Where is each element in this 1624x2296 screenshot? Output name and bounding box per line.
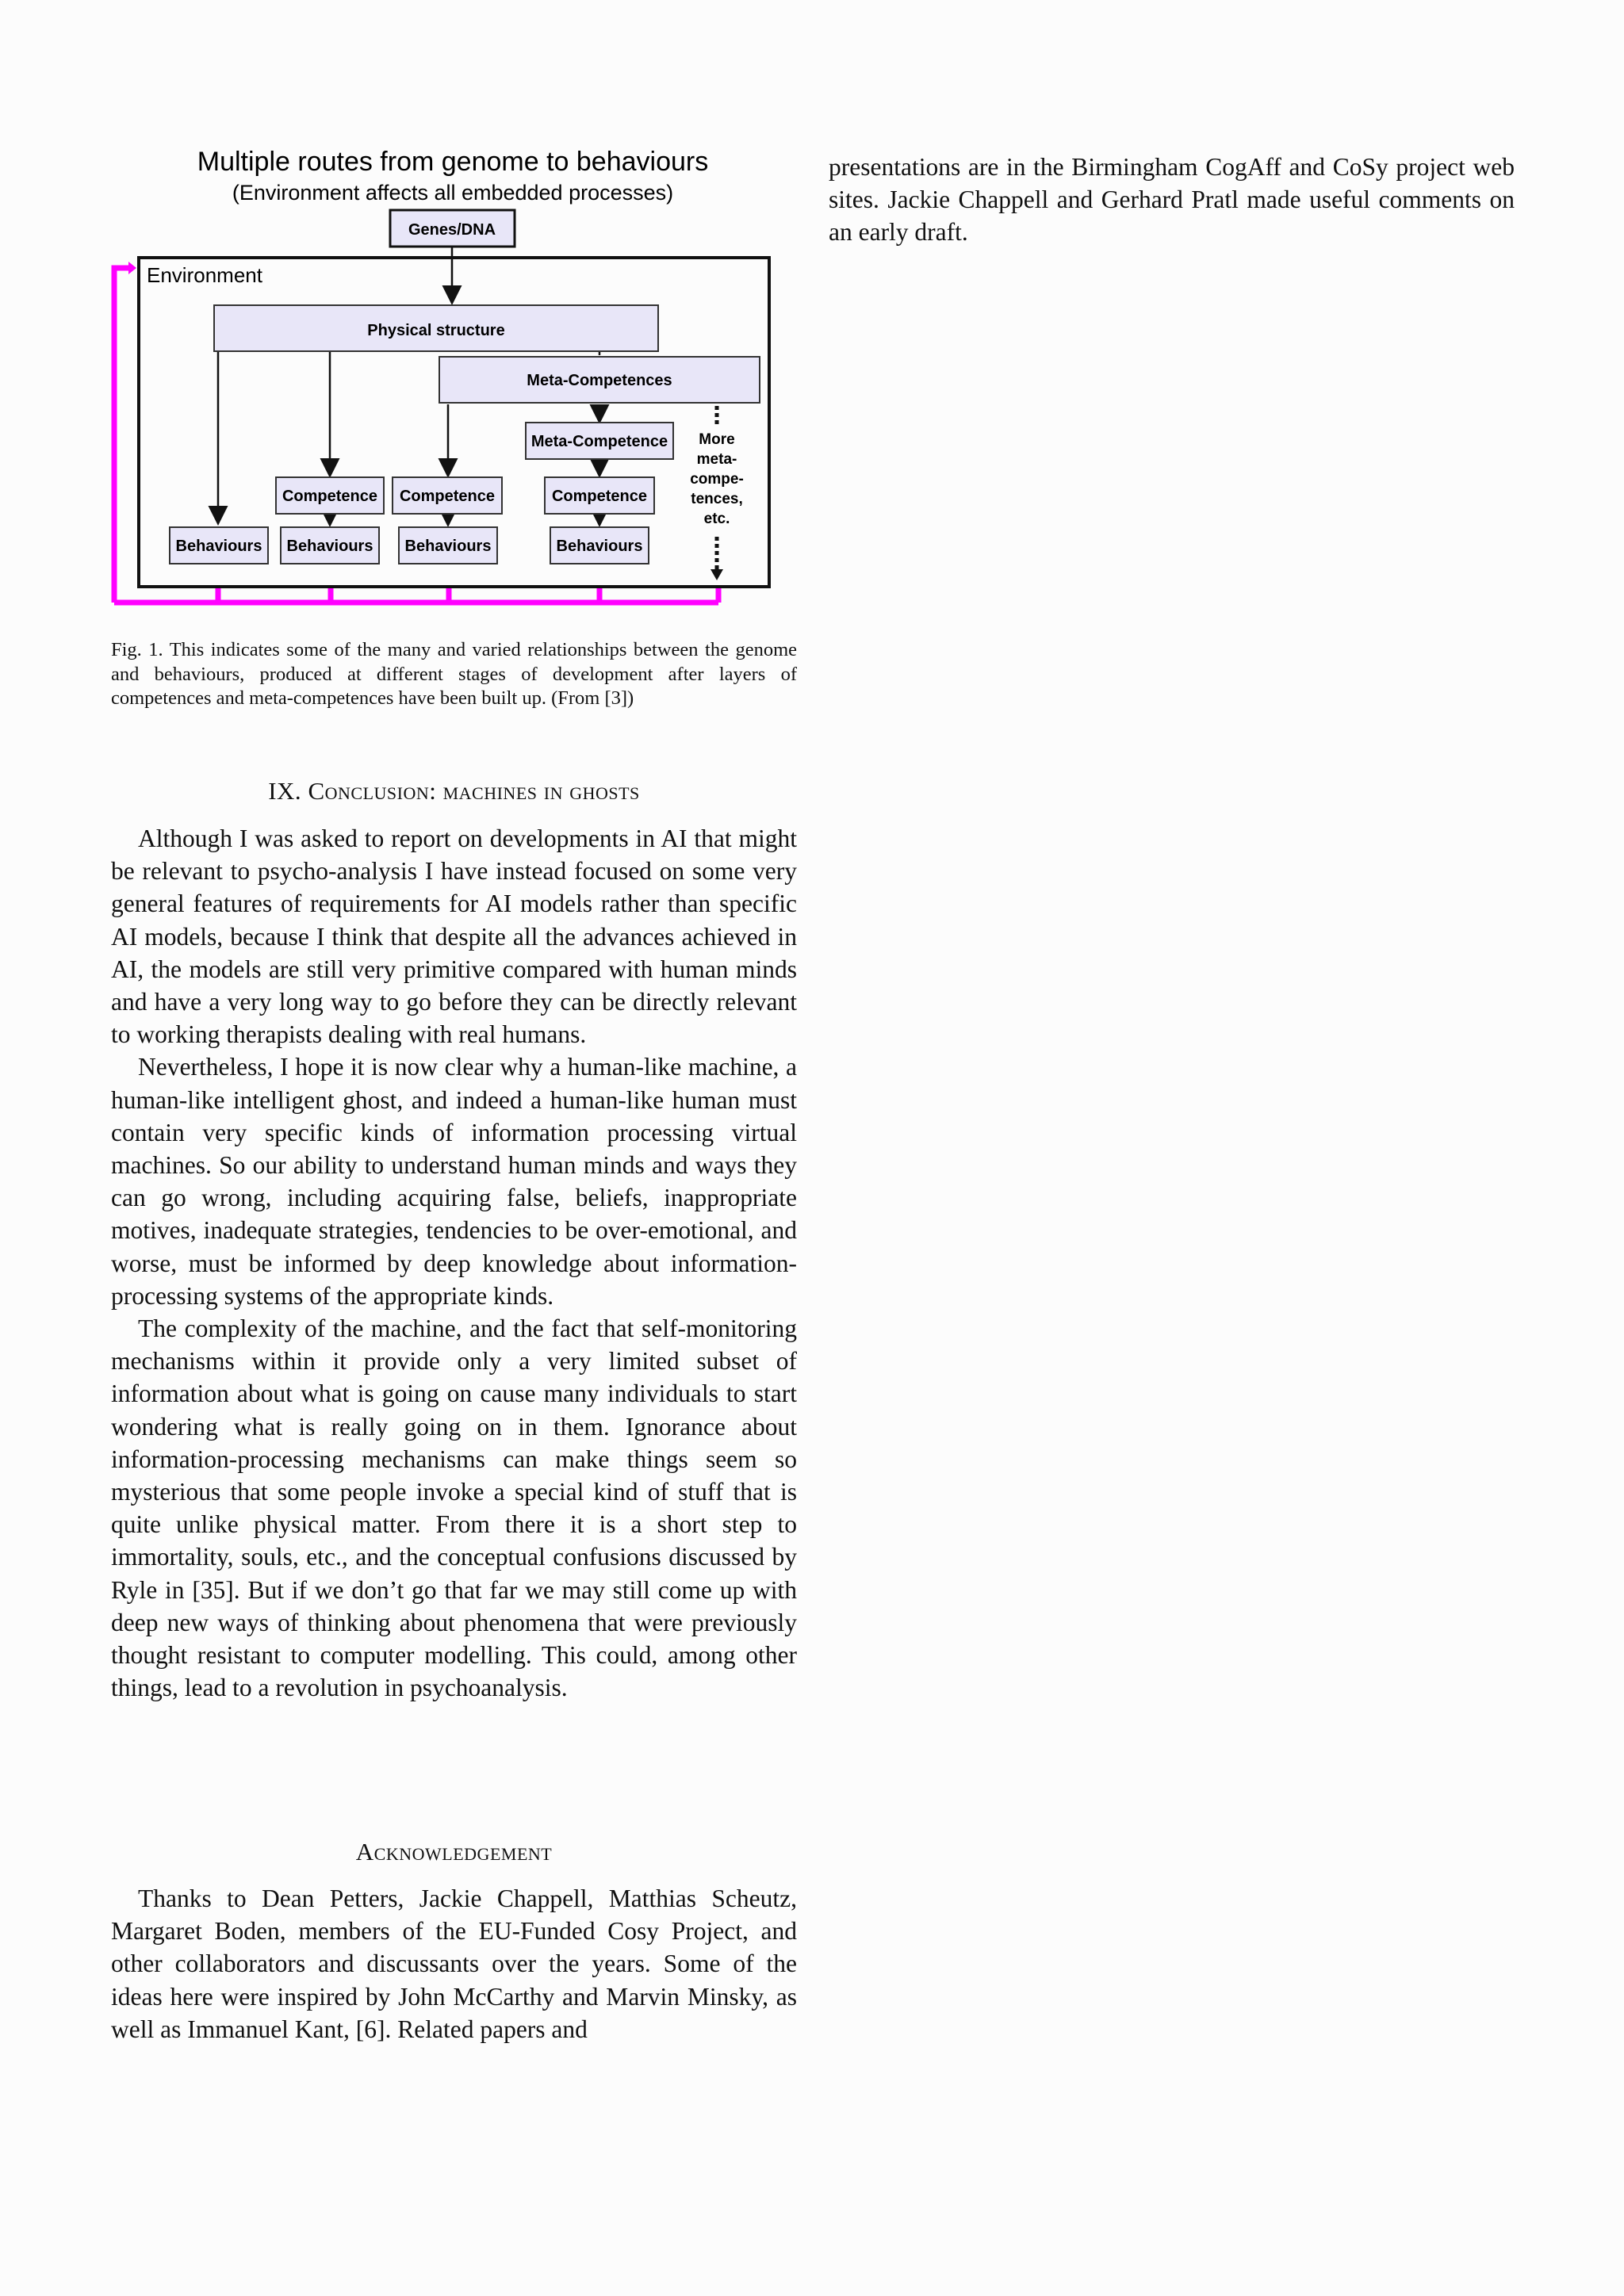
figure-caption: Fig. 1. This indicates some of the many and varied relationships between the genome and behaviours, produced at different stages of development after layers of competences and meta-competences have been built up. (From [3]): [111, 639, 797, 709]
behaviours-label-4: Behaviours: [556, 538, 643, 555]
figure-title: Multiple routes from genome to behaviours: [197, 147, 709, 177]
paragraph: The complexity of the machine, and the fact that self-monitoring mechanisms within it provide only a very limited subset of information about what is going on cause many individuals to start wondering what is really going on in them. Ignorance about information-processing mechanisms can make things seem so mysterious that some people invoke a special kind of stuff that is quite unlike physical matter. From there it is a short step to immortality, souls, etc., and the conceptual confusions discussed by Ryle in [35]. But if we don’t go that far we may still come up with deep new ways of thinking about phenomena that were previously thought resistant to computer modelling. This could, among other things, lead to a revolution in psychoanalysis.: [111, 1314, 797, 1702]
svg-text:More: More: [699, 431, 735, 448]
meta-competences-label: Meta-Competences: [527, 372, 672, 389]
genes-dna-label: Genes/DNA: [408, 221, 496, 239]
competence-label-3: Competence: [551, 488, 648, 505]
acknowledgement-heading: Acknowledgement: [355, 1838, 553, 1866]
figure-1: [111, 143, 797, 650]
svg-text:etc.: etc.: [703, 511, 730, 527]
svg-text:meta-: meta-: [696, 451, 737, 468]
svg-text:tences,: tences,: [691, 491, 743, 507]
behaviours-label-1: Behaviours: [175, 538, 262, 555]
section-ix-title: Conclusion: machines in ghosts: [308, 777, 640, 805]
right-column: [829, 151, 1515, 249]
genome-behaviours-diagram: [111, 143, 797, 618]
more-meta-competences-label: [690, 431, 744, 527]
acknowledgement-body: [111, 1882, 797, 2045]
environment-label: Environment: [147, 263, 262, 287]
competence-label-2: Competence: [399, 488, 496, 505]
meta-competence-label: Meta-Competence: [530, 433, 668, 450]
behaviours-label-2: Behaviours: [286, 538, 373, 555]
physical-structure-label: Physical structure: [367, 322, 505, 339]
section-ix-number: IX.: [268, 777, 302, 805]
section-ix-heading: [111, 777, 797, 806]
section-ix-body: [111, 822, 797, 1704]
paragraph: Although I was asked to report on developments in AI that might be relevant to psycho-analysis I have instead focused on some very general features of requirements for AI models rather than specific AI models, because I think that despite all the advances achieved in AI, the models are still very primitive compared with human minds and have a very long way to go before they can be directly relevant to working therapists dealing with real humans.: [111, 825, 797, 1049]
paragraph: Nevertheless, I hope it is now clear why a human-like machine, a human-like intelligent ghost, and indeed a human-like human must contain very specific kinds of information processing virtual machines. So our ability to understand human minds and ways they can go wrong, including acquiring false, beliefs, inappropriate motives, inadequate strategies, tendencies to be over-emotional, and worse, must be informed by deep knowledge about information-processing systems of the appropriate kinds.: [111, 1053, 797, 1310]
behaviours-label-3: Behaviours: [404, 538, 492, 555]
figure-diagram: [111, 143, 797, 650]
competence-label-1: Competence: [282, 488, 378, 505]
figure-subtitle: (Environment affects all embedded processes): [232, 181, 674, 205]
svg-text:compe-: compe-: [690, 471, 744, 488]
acknowledgement-text: Thanks to Dean Petters, Jackie Chappell, Matthias Scheutz, Margaret Boden, members of the EU-Funded Cosy Project, and other collaborators and discussants over the years. Some of the ideas here were inspired by John McCarthy and Marvin Minsky, as well as Immanuel Kant, [6]. Related papers and: [111, 1885, 797, 2043]
acknowledgement-continued: presentations are in the Birmingham CogAff and CoSy project web sites. Jackie Chappell and Gerhard Pratl made useful comments on an early draft.: [829, 153, 1515, 247]
